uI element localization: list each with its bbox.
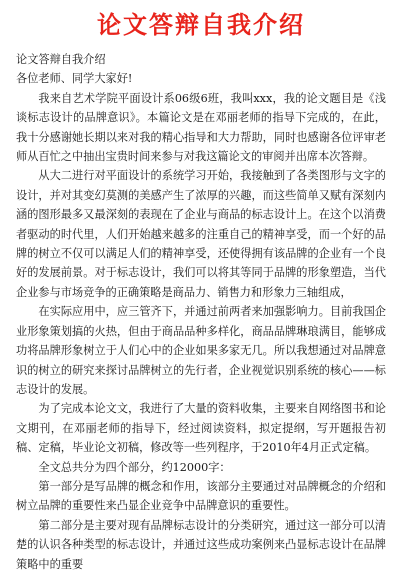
document-body [16,50,386,574]
paragraph-structure: 全文总共分为四个部分，约12000字： [38,460,231,474]
paragraph-application: 在实际应用中，应三管齐下，并通过前两者来加强影响力。目前我国企业形象策划搞的火热，但由于商品品种多样化，商品品牌琳琅满目，能够成功将品牌形象树立于人们心中的企业如果多家无几。所以我想通过对品牌意识的树立的研究来探讨品牌树立的先行者，企业视觉识别系统的核心——标志设计的发展。 [16,305,386,396]
paragraph-greeting: 各位老师、同学大家好! [16,72,133,86]
paragraph-heading: 论文答辩自我介绍 [16,53,106,66]
paragraph-motivation: 从大二进行对平面设计的系统学习开始，我接触到了各类图形与文字的设计，并对其变幻莫测的美感产生了浓厚的兴趣，而这些简单又赋有深刻内涵的图形最多又最深刻的表现在了企业与商品的标志设计上。在这个以消费者驱动的时代里，人们开始越来越多的注重自己的精神享受，而一个好的品牌的树立不仅可以满足人们的精神享受，还使得拥有该品牌的企业有一个良好的发展前景。对于标志设计，我们可以将其等同于品牌的形象塑造，当代企业参与市场竞争的正确策略是商品力、销售力和形象力三轴组成， [16,169,386,299]
paragraph-intro: 我来自艺术学院平面设计系06级6班，我叫xxx，我的论文题目是《浅谈标志设计的品牌意识》。本篇论文是在邓丽老师的指导下完成的，在此，我十分感谢她长期以来对我的精心指导和大力帮助，同时也感谢各位评审老师从百忙之中抽出宝贵时间来参与对我这篇论文的审阅并出席本次答辩。 [16,91,386,164]
paragraph-process: 为了完成本论文文，我进行了大量的资料收集，主要来自网络图书和论文期刊，在邓丽老师的指导下，经过阅读资料，拟定提纲，写开题报告初稿、定稿，毕业论文初稿，修改等一些列程序，于2010年4月正式定稿。 [16,402,386,455]
paragraph-part-two: 第二部分是主要对现有品牌标志设计的分类研究，通过这一部分可以清楚的认识各种类型的标志设计，并通过这些成功案例来凸显标志设计在品牌策略中的重要 [16,518,386,571]
document-title: 论文答辩自我介绍 [97,11,305,39]
paragraph-part-one: 第一部分是写品牌的概念和作用，该部分主要通过对品牌概念的介绍和树立品牌的重要性来凸显企业竞争中品牌意识的重要性。 [16,479,386,513]
